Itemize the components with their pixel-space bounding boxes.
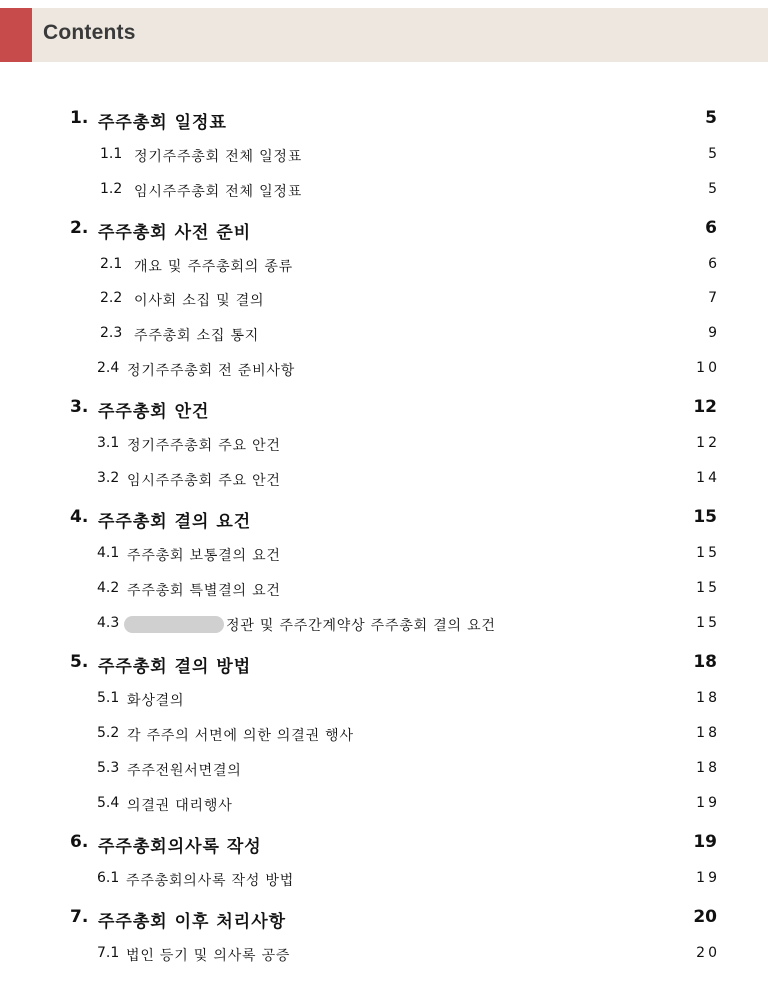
toc-subsection[interactable] <box>0 690 768 716</box>
subsection-page: 15 <box>696 615 720 631</box>
section-page: 6 <box>705 218 717 238</box>
toc-subsection[interactable] <box>0 181 768 207</box>
subsection-title: 정기주주총회 전 준비사항 <box>127 363 296 379</box>
subsection-page: 10 <box>696 360 720 376</box>
section-title: 주주총회 이후 처리사항 <box>98 912 287 932</box>
subsection-title: 개요 및 주주총회의 종류 <box>134 259 293 275</box>
toc-section[interactable] <box>0 652 768 678</box>
subsection-number: 2.1 <box>100 256 123 272</box>
subsection-page: 15 <box>696 545 720 561</box>
subsection-number: 4.1 <box>97 545 120 561</box>
subsection-title: 임시주주총회 전체 일정표 <box>134 184 303 200</box>
subsection-page: 14 <box>696 470 720 486</box>
toc-section[interactable] <box>0 397 768 423</box>
toc-subsection[interactable] <box>0 615 768 641</box>
toc-subsection[interactable] <box>0 290 768 316</box>
subsection-number: 6.1 <box>97 870 120 886</box>
toc-subsection[interactable] <box>0 545 768 571</box>
subsection-page: 18 <box>696 690 720 706</box>
section-title: 주주총회 결의 요건 <box>98 512 252 532</box>
section-number: 5. <box>70 652 89 672</box>
subsection-page: 19 <box>696 795 720 811</box>
toc-subsection[interactable] <box>0 360 768 386</box>
section-title: 주주총회 결의 방법 <box>98 657 252 677</box>
subsection-page: 18 <box>696 725 720 741</box>
subsection-title: 정관 및 주주간계약상 주주총회 결의 요건 <box>226 618 496 634</box>
toc-subsection[interactable] <box>0 435 768 461</box>
section-page: 19 <box>693 832 717 852</box>
toc-section[interactable] <box>0 832 768 858</box>
page-title: Contents <box>43 21 136 44</box>
section-page: 20 <box>693 907 717 927</box>
subsection-page: 5 <box>708 146 720 162</box>
subsection-page: 18 <box>696 760 720 776</box>
section-title: 주주총회 일정표 <box>98 113 227 133</box>
toc-subsection[interactable] <box>0 256 768 282</box>
subsection-page: 5 <box>708 181 720 197</box>
subsection-page: 12 <box>696 435 720 451</box>
toc-subsection[interactable] <box>0 325 768 351</box>
subsection-page: 6 <box>708 256 720 272</box>
subsection-title: 주주전원서면결의 <box>127 763 242 779</box>
section-number: 7. <box>70 907 89 927</box>
contents-header <box>0 8 768 62</box>
subsection-title: 이사회 소집 및 결의 <box>134 293 265 309</box>
redacted-text <box>124 616 224 633</box>
subsection-number: 7.1 <box>97 945 120 961</box>
toc-subsection[interactable] <box>0 945 768 971</box>
subsection-title-wrap <box>124 615 496 635</box>
subsection-number: 2.3 <box>100 325 123 341</box>
subsection-title: 주주총회 보통결의 요건 <box>127 548 281 564</box>
section-page: 15 <box>693 507 717 527</box>
subsection-number: 3.2 <box>97 470 120 486</box>
subsection-number: 5.3 <box>97 760 120 776</box>
toc-section[interactable] <box>0 907 768 933</box>
toc-subsection[interactable] <box>0 760 768 786</box>
subsection-page: 19 <box>696 870 720 886</box>
subsection-page: 20 <box>696 945 720 961</box>
section-title: 주주총회 안건 <box>98 402 210 422</box>
toc-subsection[interactable] <box>0 725 768 751</box>
subsection-page: 15 <box>696 580 720 596</box>
subsection-title: 임시주주총회 주요 안건 <box>127 473 281 489</box>
subsection-title: 주주총회의사록 작성 방법 <box>126 873 295 889</box>
toc-subsection[interactable] <box>0 795 768 821</box>
section-page: 12 <box>693 397 717 417</box>
toc-section[interactable] <box>0 507 768 533</box>
subsection-title: 정기주주총회 전체 일정표 <box>134 149 303 165</box>
section-number: 4. <box>70 507 89 527</box>
subsection-number: 5.4 <box>97 795 120 811</box>
subsection-title: 주주총회 특별결의 요건 <box>127 583 281 599</box>
subsection-title: 법인 등기 및 의사록 공증 <box>126 948 291 964</box>
subsection-number: 1.2 <box>100 181 123 197</box>
subsection-page: 7 <box>708 290 720 306</box>
section-number: 2. <box>70 218 89 238</box>
toc-subsection[interactable] <box>0 870 768 896</box>
toc-subsection[interactable] <box>0 470 768 496</box>
toc-subsection[interactable] <box>0 580 768 606</box>
section-page: 5 <box>705 108 717 128</box>
subsection-title: 정기주주총회 주요 안건 <box>127 438 281 454</box>
section-title: 주주총회 사전 준비 <box>98 223 252 243</box>
subsection-number: 2.4 <box>97 360 120 376</box>
subsection-number: 3.1 <box>97 435 120 451</box>
subsection-number: 5.1 <box>97 690 120 706</box>
subsection-number: 4.2 <box>97 580 120 596</box>
subsection-number: 4.3 <box>97 615 120 631</box>
subsection-number: 2.2 <box>100 290 123 306</box>
section-number: 1. <box>70 108 89 128</box>
section-number: 3. <box>70 397 89 417</box>
toc-section[interactable] <box>0 108 768 134</box>
subsection-page: 9 <box>708 325 720 341</box>
subsection-title: 화상결의 <box>127 693 185 709</box>
subsection-number: 1.1 <box>100 146 123 162</box>
subsection-number: 5.2 <box>97 725 120 741</box>
toc-section[interactable] <box>0 218 768 244</box>
section-title: 주주총회의사록 작성 <box>98 837 262 857</box>
section-page: 18 <box>693 652 717 672</box>
header-accent-bar <box>0 8 32 62</box>
subsection-title: 주주총회 소집 통지 <box>134 328 260 344</box>
toc-subsection[interactable] <box>0 146 768 172</box>
section-number: 6. <box>70 832 89 852</box>
subsection-title: 의결권 대리행사 <box>127 798 233 814</box>
subsection-title: 각 주주의 서면에 의한 의결권 행사 <box>127 728 354 744</box>
